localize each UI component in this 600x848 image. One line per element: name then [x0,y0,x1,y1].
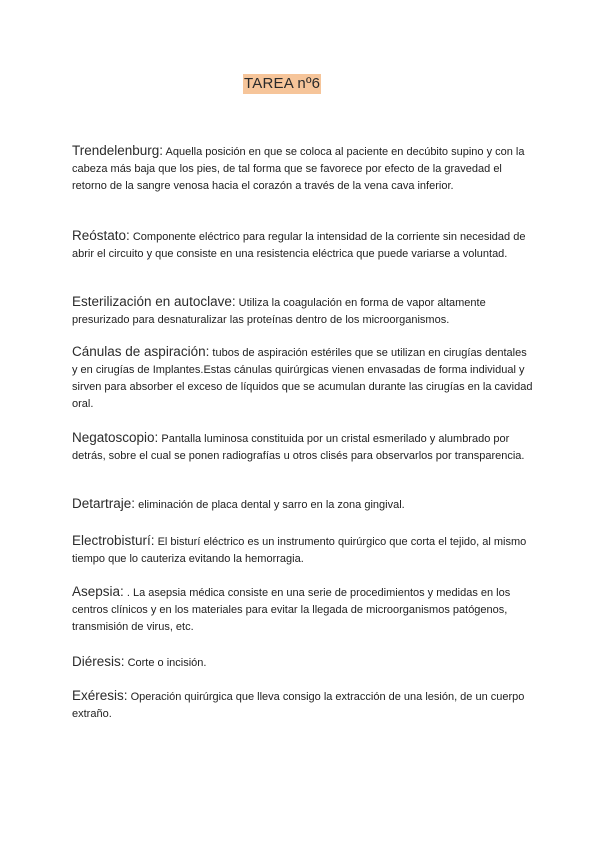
entry-exeresis [72,687,534,723]
entry-term: Cánulas de aspiración: [72,344,210,359]
entry-definition: Corte o incisión. [127,657,207,669]
entry-definition: El bisturí eléctrico es un instrumento quirúrgico que corta el tejido, al mismo tiempo que lo cauteriza evitando la hemorragia. [72,536,527,565]
entry-definition: . La asepsia médica consiste en una serie de procedimientos y medidas en los centros clínicos y en los materiales para evitar la llegada de microorganismos patógenos, transmisión de virus, etc. [72,587,511,633]
entry-definition: Aquella posición en que se coloca al paciente en decúbito supino y con la cabeza más baja que los pies, de tal forma que se favorece por efecto de la gravedad el retorno de la sangre venosa hacia el corazón a través de la vena cava inferior. [72,146,525,192]
entry-term: Reóstato: [72,228,130,243]
entry-term: Trendelenburg: [72,143,164,158]
entry-negatoscopio [72,429,534,465]
entry-trendelenburg [72,142,534,195]
entry-term: Exéresis: [72,688,128,703]
entry-esterilizacion [72,293,534,329]
entry-term: Diéresis: [72,654,125,669]
entry-asepsia [72,583,534,636]
entry-term: Esterilización en autoclave: [72,294,236,309]
entry-electrobisturi [72,532,534,568]
page-title: TAREA nº6 [244,75,321,92]
entry-term: Detartraje: [72,496,136,511]
entry-term: Asepsia: [72,584,124,599]
entry-term: Electrobisturí: [72,533,155,548]
entry-definition: Utiliza la coagulación en forma de vapor altamente presurizado para desnaturalizar las proteínas dentro de los microorganismos. [72,297,486,326]
entry-canulas [72,343,534,413]
entry-definition: eliminación de placa dental y sarro en la zona gingival. [138,499,405,511]
entry-definition: Pantalla luminosa constituida por un cristal esmerilado y alumbrado por detrás, sobre el cual se ponen radiografías u otros clisés para observarlos por transparencia. [72,433,525,462]
entry-definition: Componente eléctrico para regular la intensidad de la corriente sin necesidad de abrir el circuito y que consiste en una resistencia eléctrica que puede variarse a voluntad. [72,231,526,260]
entry-definition: Operación quirúrgica que lleva consigo la extracción de una lesión, de un cuerpo extraño. [72,691,525,720]
entry-term: Negatoscopio: [72,430,159,445]
entry-reostato [72,227,534,263]
entry-dieresis [72,653,534,672]
entry-detartraje [72,495,534,514]
entry-definition: tubos de aspiración estériles que se utilizan en cirugías dentales y en cirugías de Implantes.Estas cánulas quirúrgicas vienen envasadas de forma individual y sirven para absorber el exceso de líquidos que se acumulan durante las cirugías en la cavidad oral. [72,347,533,410]
